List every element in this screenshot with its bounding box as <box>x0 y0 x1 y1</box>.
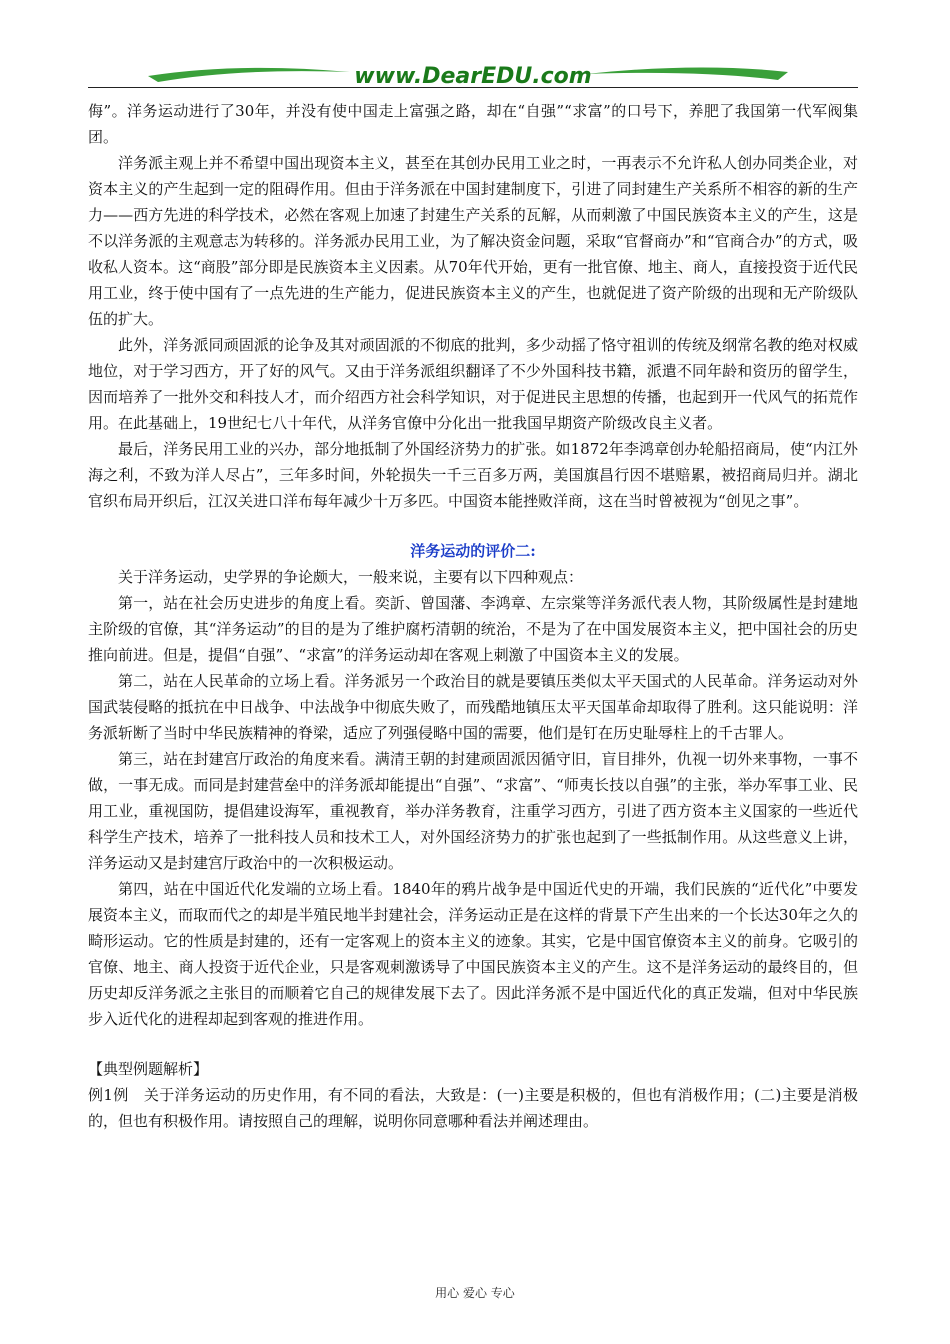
paragraph-continuation: 侮”。洋务运动进行了30年，并没有使中国走上富强之路，却在“自强”“求富”的口号下，养肥了我国第一代军阀集团。 <box>88 102 858 146</box>
paragraph: 最后，洋务民用工业的兴办，部分地抵制了外国经济势力的扩张。如1872年李鸿章创办轮船招商局，使“内江外海之利，不致为洋人尽占”，三年多时间，外轮损失一千三百多万两，美国旗昌行因不堪赔累，被招商局归并。湖北官织布局开织后，江汉关进口洋布每年减少十万多匹。中国资本能挫败洋商，这在当时曾被视为“创见之事”。 <box>88 440 858 510</box>
site-logo-text: www.DearEDU.com <box>354 64 592 89</box>
viewpoint-paragraph: 第四，站在中国近代化发端的立场上看。1840年的鸦片战争是中国近代史的开端，我们民族的“近代化”中要发展资本主义，而取而代之的却是半殖民地半封建社会，洋务运动正是在这样的背景下产生出来的一个长达30年之久的畸形运动。它的性质是封建的，还有一定客观上的资本主义的迹象。其实，它是中国官僚资本主义的前身。它吸引的官僚、地主、商人投资于近代企业，只是客观刺激诱导了中国民族资本主义的产生。这不是洋务运动的最终目的，但历史却反洋务派之主张目的而顺着它自己的规律发展下去了。因此洋务派不是中国近代化的真正发端，但对中华民族步入近代化的进程却起到客观的推进作用。 <box>88 880 858 1028</box>
page-footer: 用心 爱心 专心 <box>435 1286 515 1300</box>
viewpoint-paragraph: 第三，站在封建宫厅政治的角度来看。满清王朝的封建顽固派因循守旧，盲目排外，仇视一切外来事物，一事不做，一事无成。而同是封建营垒中的洋务派却能提出“自强”、“求富”、“师夷长技以自强”的主张，举办军事工业、民用工业，重视国防，提倡建设海军，重视教育，举办洋务教育，注重学习西方，引进了西方资本主义国家的一些近代科学生产技术，培养了一批科技人员和技术工人，对外国经济势力的扩张也起到了一些抵制作用。从这些意义上讲，洋务运动又是封建宫厅政治中的一次积极运动。 <box>88 750 858 872</box>
left-swoosh <box>148 68 350 82</box>
header-divider <box>88 87 858 88</box>
right-swoosh <box>586 67 788 80</box>
document-body <box>88 98 858 1134</box>
exercise-heading: 【典型例题解析】 <box>88 1060 209 1078</box>
example-question: 例1例 关于洋务运动的历史作用，有不同的看法，大致是：(一)主要是积极的，但也有消极作用；(二)主要是消极的，但也有积极作用。请按照自己的理解，说明你同意哪种看法并阐述理由。 <box>88 1086 858 1130</box>
viewpoint-paragraph: 第一，站在社会历史进步的角度上看。奕訢、曾国藩、李鸿章、左宗棠等洋务派代表人物，其阶级属性是封建地主阶级的官僚，其“洋务运动”的目的是为了维护腐朽清朝的统治，不是为了在中国发展资本主义，把中国社会的历史推向前进。但是，提倡“自强”、“求富”的洋务运动却在客观上刺激了中国资本主义的发展。 <box>88 594 858 664</box>
section-title: 洋务运动的评价二: <box>410 542 536 560</box>
paragraph: 此外，洋务派同顽固派的论争及其对顽固派的不彻底的批判，多少动摇了恪守祖训的传统及纲常名教的绝对权威地位，对于学习西方，开了好的风气。又由于洋务派组织翻译了不少外国科技书籍，派遣不同年龄和资历的留学生，因而培养了一批外交和科技人才，而介绍西方社会科学知识，对于促进民主思想的传播，也起到开一代风气的拓荒作用。在此基础上，19世纪七八十年代，从洋务官僚中分化出一批我国早期资产阶级改良主义者。 <box>88 336 858 432</box>
viewpoint-paragraph: 第二，站在人民革命的立场上看。洋务派另一个政治目的就是要镇压类似太平天国式的人民革命。洋务运动对外国武装侵略的抵抗在中日战争、中法战争中彻底失败了，而残酷地镇压太平天国革命却取得了胜利。这只能说明：洋务派斩断了当时中华民族精神的脊梁，适应了列强侵略中国的需要，他们是钉在历史耻辱柱上的千古罪人。 <box>88 672 858 742</box>
section-intro: 关于洋务运动，史学界的争论颇大，一般来说，主要有以下四种观点： <box>118 568 584 586</box>
paragraph: 洋务派主观上并不希望中国出现资本主义，甚至在其创办民用工业之时，一再表示不允许私人创办同类企业，对资本主义的产生起到一定的阻碍作用。但由于洋务派在中国封建制度下，引进了同封建生产关系所不相容的新的生产力——西方先进的科学技术，必然在客观上加速了封建生产关系的瓦解，从而刺激了中国民族资本主义的产生，这是不以洋务派的主观意志为转移的。洋务派办民用工业，为了解决资金问题，采取“官督商办”和“官商合办”的方式，吸收私人资本。这“商股”部分即是民族资本主义因素。从70年代开始，更有一批官僚、地主、商人，直接投资于近代民用工业，终于使中国有了一点先进的生产能力，促进民族资本主义的产生，也就促进了资产阶级的出现和无产阶级队伍的扩大。 <box>88 154 858 328</box>
